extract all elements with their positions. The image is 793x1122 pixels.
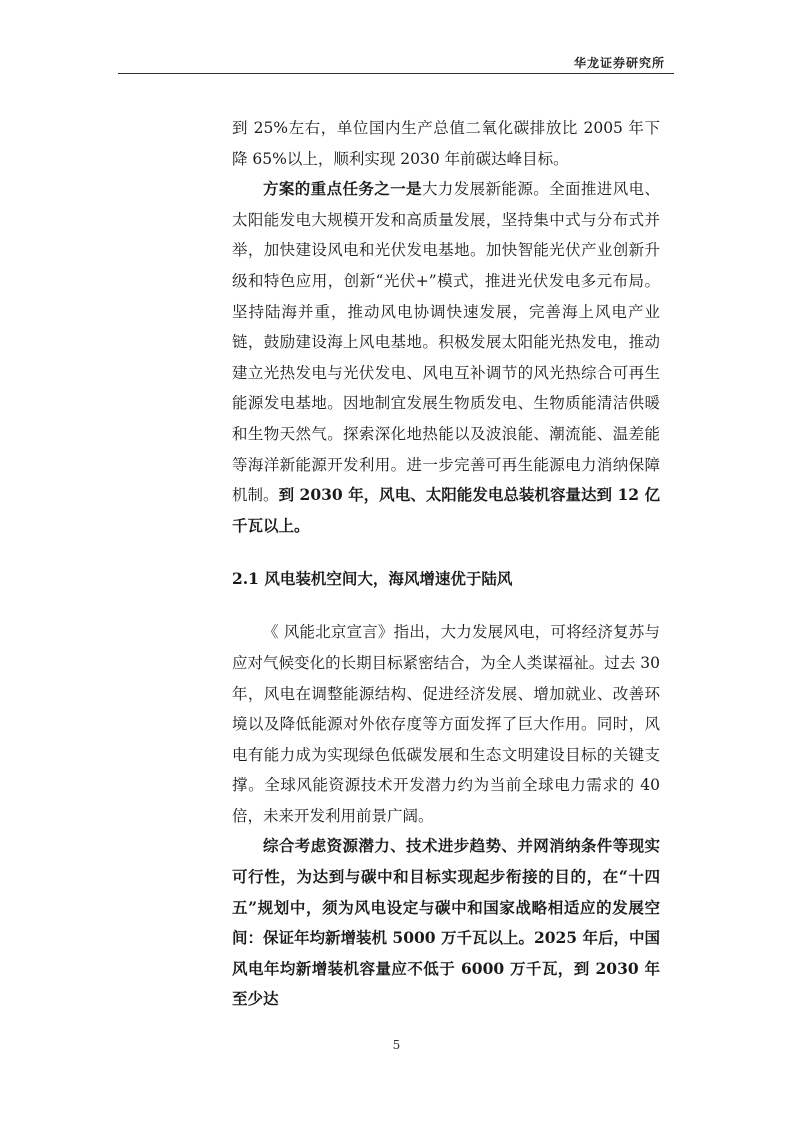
paragraph-wind-declaration: 《 风能北京宣言》指出，大力发展风电，可将经济复苏与应对气候变化的长期目标紧密结合，为全人类谋福祉。过去 30 年，风电在调整能源结构、促进经济发展、增加就业、改善环境以及降低能源对外依存度等方面发挥了巨大作用。同时，风电有能力成为实现绿色低碳发展和生态文明建设目标的关键支撑。全球风能资源技术开发潜力约为当前全球电力需求的 40 倍，未来开发利用前景广阔。 bbox=[232, 623, 660, 825]
paragraph-carbon-target: 到 25%左右，单位国内生产总值二氧化碳排放比 2005 年下降 65%以上，顺利实现 2030 年前碳达峰目标。 bbox=[232, 119, 660, 168]
document-body bbox=[232, 113, 660, 1015]
page-number: 5 bbox=[392, 1038, 401, 1052]
key-task-lead: 方案的重点任务之一是 bbox=[263, 179, 422, 199]
key-task-body: 大力发展新能源。全面推进风电、太阳能发电大规模开发和高质量发展，坚持集中式与分布式并举，加快建设风电和光伏发电基地。加快智能光伏产业创新升级和特色应用，创新“光伏+”模式，推进光伏发电多元布局。坚持陆海并重，推动风电协调快速发展，完善海上风电产业链，鼓励建设海上风电基地。积极发展太阳能光热发电，推动建立光热发电与光伏发电、风电互补调节的风光热综合可再生能源发电基地。因地制宜发展生物质发电、生物质能清洁供暖和生物天然气。探索深化地热能以及波浪能、潮流能、温差能等海洋新能源开发利用。进一步完善可再生能源电力消纳保障机制。 bbox=[232, 180, 660, 505]
paragraph-wind-capacity-plan: 综合考虑资源潜力、技术进步趋势、并网消纳条件等现实可行性，为达到与碳中和目标实现起步衔接的目的，在“十四五”规划中，须为风电设定与碳中和国家战略相适应的发展空间：保证年均新增装机 5000 万千瓦以上。2025 年后，中国风电年均新增装机容量应不低于 6000 万千瓦，到 2030 年至少达 bbox=[232, 836, 660, 1009]
key-task-target: 到 2030 年，风电、太阳能发电总装机容量达到 12 亿千瓦以上。 bbox=[232, 485, 660, 535]
paragraph-key-task bbox=[232, 174, 660, 541]
header-divider bbox=[118, 73, 674, 74]
header-org-name: 华龙证券研究所 bbox=[573, 56, 665, 70]
section-title: 2.1 风电装机空间大，海风增速优于陆风 bbox=[232, 569, 513, 589]
